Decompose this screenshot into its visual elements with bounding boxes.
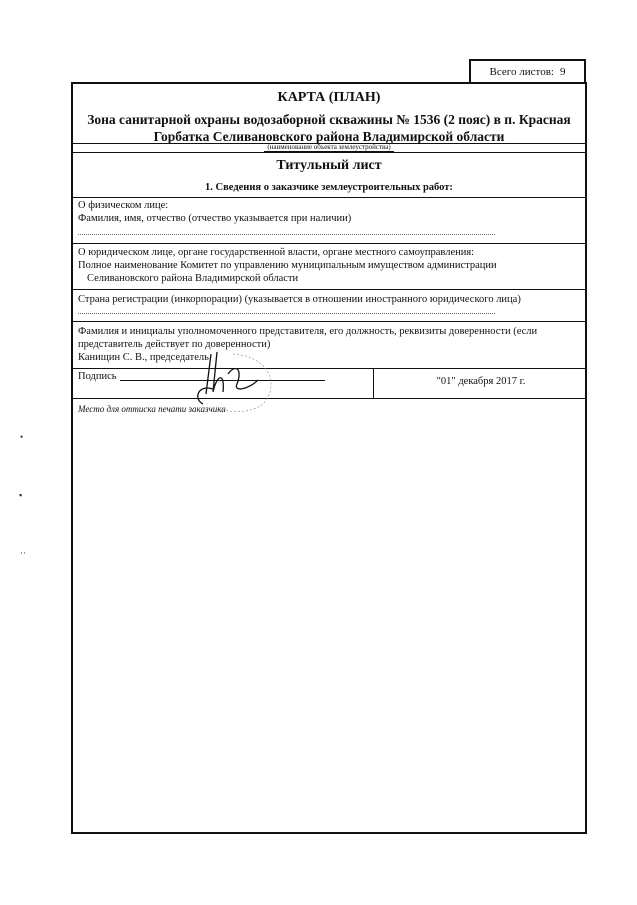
individual-name-field [78,234,495,235]
representative-value: Канищин С. В., председатель [78,352,209,363]
map-title: КАРТА (ПЛАН) [277,90,381,105]
object-caption: (наименование объекта землеустройства) [73,143,585,151]
section-customer-heading: 1. Сведения о заказчике землеустроительных работ: [205,182,453,193]
handwritten-signature [173,344,283,414]
country-field [78,313,495,314]
margin-mark-1: • [20,432,24,442]
representative-label-line-2: представитель действует по доверенности) [78,339,271,350]
representative-label-line-1: Фамилия и инициалы уполномоченного представителя, его должность, реквизиты доверенности (если [78,326,538,337]
signature-label: Подпись [78,371,117,382]
divider-individual [73,243,585,244]
divider-caption [73,152,585,153]
individual-name-label: Фамилия, имя, отчество (отчество указывается при наличии) [78,213,352,224]
total-sheets-box [469,59,586,83]
divider-signature [73,398,585,399]
divider-country [73,321,585,322]
object-name-line-1: Зона санитарной охраны водозаборной скважины № 1536 (2 пояс) в п. Красная [87,112,571,127]
individual-label: О физическом лице: [78,200,169,211]
margin-mark-3: ·· [20,548,26,558]
total-sheets-label: Всего листов: [489,65,554,78]
legal-full-name-line-2: Селивановского района Владимирской области [87,273,299,284]
document-frame [71,82,587,834]
stamp-place-label: Место для оттиска печати заказчика [78,404,226,414]
legal-full-name-line-1: Полное наименование Комитет по управлению муниципальным имуществом администрации [78,260,497,271]
object-name [73,111,585,145]
total-sheets-count: 9 [559,65,566,78]
margin-mark-2: ▪ [19,490,23,500]
divider-representative [73,368,585,369]
title-page-heading: Титульный лист [276,158,382,173]
object-name-line-2: Горбатка Селивановского района Владимирской области [153,129,505,144]
legal-entity-label: О юридическом лице, органе государственной власти, органе местного самоуправления: [78,247,475,258]
divider-section [73,197,585,198]
signature-date: "01" декабря 2017 г. [436,376,526,387]
divider-legal [73,289,585,290]
country-label: Страна регистрации (инкорпорации) (указывается в отношении иностранного юридического лица) [78,294,521,305]
